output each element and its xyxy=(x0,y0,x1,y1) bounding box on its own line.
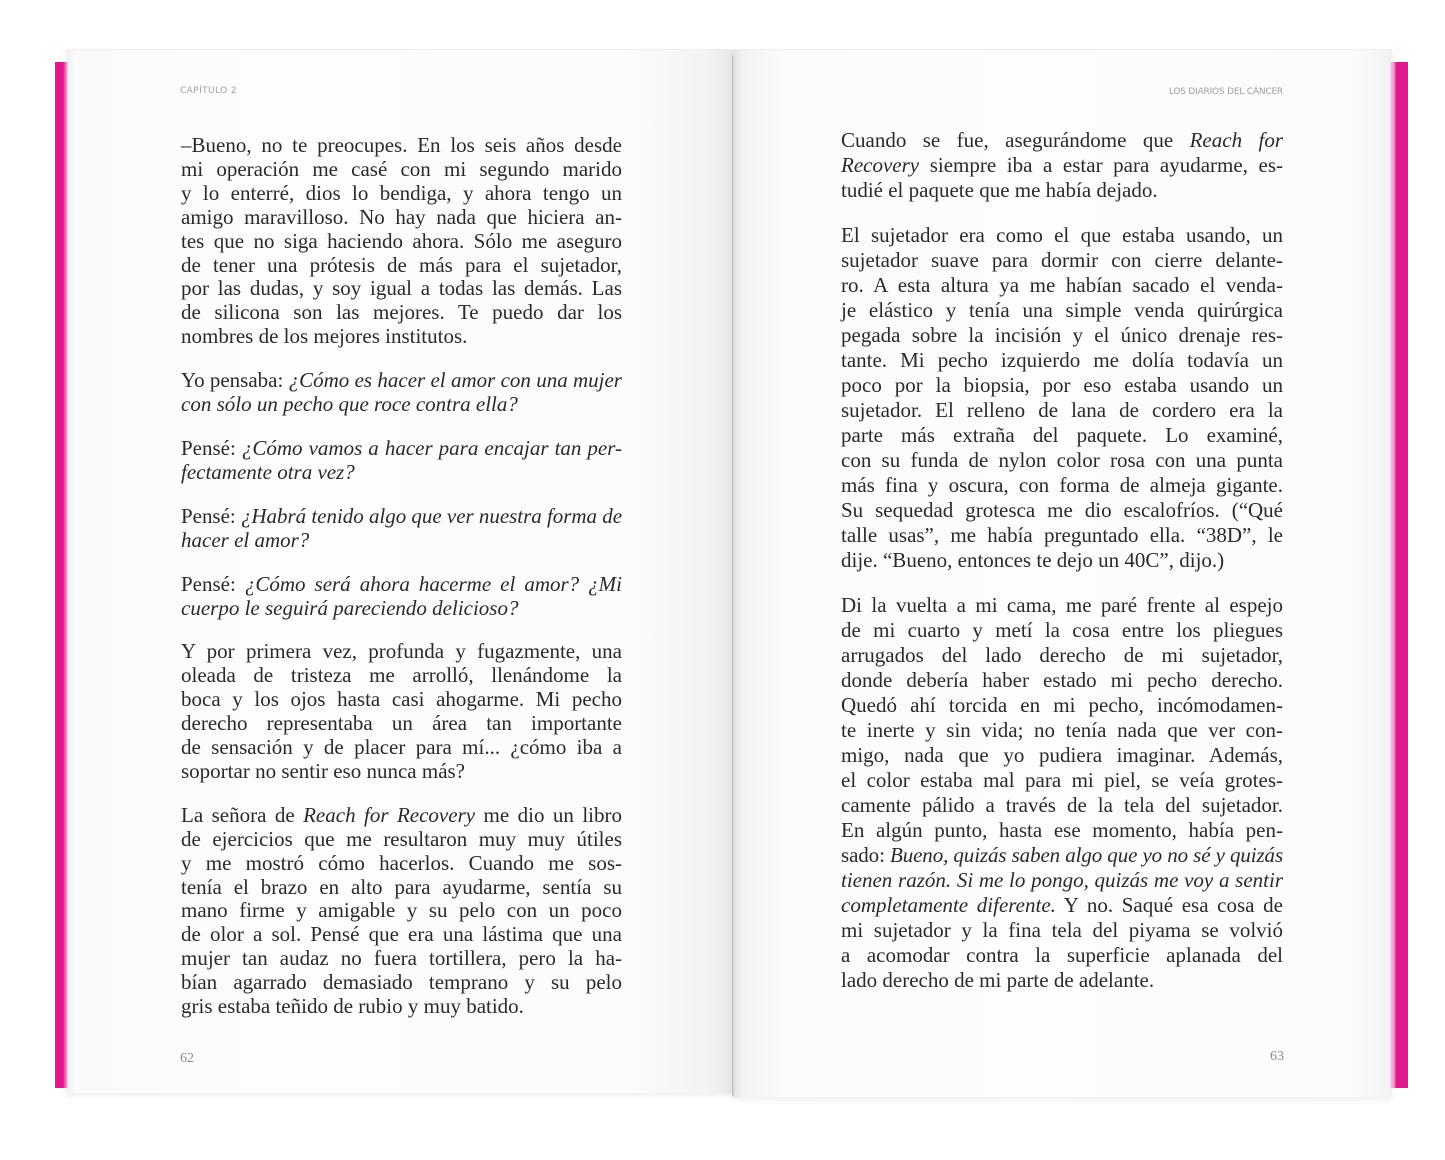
text-line-content xyxy=(841,398,1283,422)
cover-edge-right xyxy=(1390,62,1408,1088)
text-line-content xyxy=(841,668,1283,692)
text-line-content xyxy=(841,323,1283,347)
text-line xyxy=(841,128,1283,153)
text-run: –Bueno, no te preocupes. En los seis años desde xyxy=(181,133,622,157)
text-line-content xyxy=(841,248,1283,272)
text-line-content xyxy=(181,639,622,663)
text-line xyxy=(841,943,1283,968)
text-line xyxy=(181,277,622,301)
paragraph xyxy=(181,804,622,1019)
text-line-content xyxy=(181,827,622,851)
text-line xyxy=(181,736,622,760)
paragraph xyxy=(841,128,1283,203)
text-line xyxy=(841,178,1283,203)
text-line-content xyxy=(181,133,622,157)
book-spine-gutter xyxy=(732,56,734,1096)
text-run: mano firme y amigable y su pelo con un poco xyxy=(181,898,622,923)
text-line-content xyxy=(841,273,1283,297)
text-line xyxy=(181,899,622,923)
text-line xyxy=(841,398,1283,423)
text-line xyxy=(181,182,622,206)
text-run: pegada sobre la incisión y el único drenaje res- xyxy=(841,322,1283,347)
text-run: Cuando se fue, asegurándome que xyxy=(841,127,1190,152)
text-line-content xyxy=(841,548,1224,572)
text-line-content xyxy=(181,205,622,229)
text-line-content xyxy=(181,157,622,181)
text-run: ro. A esta altura ya me habían sacado el venda- xyxy=(841,272,1283,297)
text-line xyxy=(841,498,1283,523)
text-line xyxy=(181,947,622,971)
text-line xyxy=(181,597,622,621)
text-line-content xyxy=(181,324,467,348)
text-line xyxy=(841,718,1283,743)
text-run: dije. “Bueno, entonces te dejo un 40C”, dijo.) xyxy=(841,547,1225,572)
text-run: de mi cuarto y metí la cosa entre los pliegues xyxy=(841,617,1283,642)
text-line xyxy=(841,593,1283,618)
text-run: Yo pensaba: xyxy=(181,368,289,393)
text-line xyxy=(181,325,622,349)
text-line xyxy=(181,804,622,828)
text-line xyxy=(181,573,622,597)
text-line xyxy=(181,393,622,417)
text-run: y me mostró cómo hacerlos. Cuando me sos- xyxy=(181,850,622,875)
text-run: camente pálido a través de la tela del sujetador. xyxy=(841,792,1283,817)
text-run: migo, nada que yo pudiera imaginar. Además, xyxy=(841,742,1283,767)
left-page xyxy=(66,49,733,1093)
text-line xyxy=(841,323,1283,348)
text-line xyxy=(841,893,1283,918)
text-line xyxy=(181,640,622,664)
text-line-content xyxy=(181,504,622,528)
text-line xyxy=(841,473,1283,498)
paragraph xyxy=(841,223,1283,573)
text-run: mi operación me casé con mi segundo marido xyxy=(181,156,622,181)
text-line-content xyxy=(841,523,1283,547)
text-line-content xyxy=(841,128,1283,152)
text-run: de silicona son las mejores. Te puedo dar los xyxy=(181,300,622,325)
text-line xyxy=(841,273,1283,298)
text-line-content xyxy=(841,768,1283,792)
text-line xyxy=(841,448,1283,473)
text-line xyxy=(181,206,622,230)
text-run: lado derecho de mi parte de adelante. xyxy=(841,967,1155,992)
text-run: amigo maravilloso. No hay nada que hiciera an- xyxy=(181,204,622,229)
text-run: je elástico y tenía una simple venda quirúrgica xyxy=(841,297,1283,322)
text-run: y lo enterré, dios lo bendiga, y ahora tengo un xyxy=(181,180,622,205)
paragraph xyxy=(841,593,1283,993)
text-run: tudié el paquete que me había dejado. xyxy=(841,177,1158,202)
text-line-content xyxy=(181,368,622,392)
text-run: más fina y oscura, con forma de almeja gigante. xyxy=(841,472,1283,497)
text-run: me dio un libro xyxy=(475,802,622,827)
text-line xyxy=(181,437,622,461)
text-line-content xyxy=(841,968,1154,992)
page-number-left: 62 xyxy=(180,1051,194,1066)
text-line xyxy=(181,134,622,158)
text-line xyxy=(841,843,1283,868)
text-line xyxy=(841,423,1283,448)
text-line xyxy=(841,793,1283,818)
paragraph xyxy=(181,505,622,553)
text-line xyxy=(841,918,1283,943)
page-number-right: 63 xyxy=(1270,1049,1284,1064)
running-head-chapter: CAPÍTULO 2 xyxy=(180,86,237,96)
text-line xyxy=(841,373,1283,398)
text-run: En algún punto, hasta ese momento, había pen- xyxy=(841,817,1283,842)
text-line xyxy=(841,248,1283,273)
text-line xyxy=(181,923,622,947)
text-line-content xyxy=(181,596,518,620)
text-line-content xyxy=(841,223,1283,247)
italic-text-run: tienen razón. Si me lo pongo, quizás me voy a sentir xyxy=(841,867,1284,892)
text-run: tante. Mi pecho izquierdo me dolía todavía un xyxy=(841,347,1284,372)
italic-text-run: hacer el amor? xyxy=(181,527,310,552)
text-run: El sujetador era como el que estaba usando, un xyxy=(841,222,1283,247)
text-line xyxy=(181,876,622,900)
text-run: el color estaba mal para mi piel, se veía grotes- xyxy=(841,767,1283,792)
text-line xyxy=(181,505,622,529)
text-line xyxy=(181,230,622,254)
text-run: Quedó ahí torcida en mi pecho, incómodamen- xyxy=(841,692,1283,717)
text-line xyxy=(181,995,622,1019)
text-line-content xyxy=(181,528,309,552)
text-run: bían agarrado demasiado temprano y su pelo xyxy=(181,970,622,995)
text-line-content xyxy=(841,373,1283,397)
italic-text-run: con sólo un pecho que roce contra ella? xyxy=(181,392,518,417)
italic-text-run: ¿Cómo es hacer el amor con una mujer xyxy=(288,368,622,393)
text-line-content xyxy=(181,436,622,460)
text-line-content xyxy=(841,423,1283,447)
text-line-content xyxy=(181,803,622,827)
text-run: mi sujetador y la fina tela del piyama se volvió xyxy=(841,917,1283,942)
text-line-content xyxy=(841,498,1283,522)
text-line xyxy=(181,971,622,995)
text-run: de olor a sol. Pensé que era una lástima que una xyxy=(181,922,622,947)
text-line xyxy=(181,461,622,485)
text-line-content xyxy=(181,994,524,1018)
italic-text-run: ¿Cómo será ahora hacerme el amor? ¿Mi xyxy=(244,571,622,596)
paragraph xyxy=(181,134,622,349)
text-run: tenía el brazo en alto para ayudarme, sentía su xyxy=(181,874,622,899)
text-line xyxy=(181,369,622,393)
text-line-content xyxy=(841,818,1283,842)
text-line-content xyxy=(181,687,622,711)
running-head-book-title: LOS DIARIOS DEL CÁNCER xyxy=(1168,87,1283,97)
right-page-text xyxy=(841,128,1283,993)
text-run: Pensé: xyxy=(181,571,245,596)
text-line-content xyxy=(841,593,1283,617)
text-run: de sensación y de placer para mí... ¿cómo iba a xyxy=(181,735,622,760)
text-line-content xyxy=(181,229,622,253)
text-line-content xyxy=(181,181,622,205)
text-run: donde debería haber estado mi pecho derecho. xyxy=(841,667,1283,692)
text-line-content xyxy=(841,448,1283,472)
italic-text-run: Bueno, quizás saben algo que yo no sé y quizás xyxy=(889,842,1284,867)
text-line xyxy=(181,852,622,876)
text-line xyxy=(181,664,622,688)
text-line-content xyxy=(841,618,1283,642)
text-line-content xyxy=(841,348,1283,372)
text-line-content xyxy=(841,643,1283,667)
paragraph xyxy=(181,573,622,621)
text-line-content xyxy=(181,898,622,922)
text-line xyxy=(841,643,1283,668)
text-line-content xyxy=(181,759,465,783)
text-run: Pensé: xyxy=(181,435,242,460)
text-run: sujetador suave para dormir con cierre delante- xyxy=(841,247,1283,272)
right-page xyxy=(733,49,1392,1097)
text-run: poco por la biopsia, por eso estaba usando un xyxy=(841,372,1283,397)
text-run: Y por primera vez, profunda y fugazmente, una xyxy=(181,639,622,664)
text-run: sado: xyxy=(841,842,890,867)
text-run: de ejercicios que me resultaron muy muy útiles xyxy=(181,826,622,851)
text-line xyxy=(841,668,1283,693)
text-run: tes que no siga haciendo ahora. Sólo me aseguro xyxy=(181,228,622,253)
text-line-content xyxy=(841,843,1283,867)
text-line-content xyxy=(841,743,1283,767)
italic-text-run: cuerpo le seguirá pareciendo delicioso? xyxy=(181,595,519,620)
text-run: Pensé: xyxy=(181,503,241,528)
text-line-content xyxy=(841,178,1158,202)
italic-text-run: completamente diferente. xyxy=(841,892,1056,917)
text-line xyxy=(181,828,622,852)
text-run: te inerte y sin vida; no tenía nada que ver con- xyxy=(841,717,1283,742)
text-run: boca y los ojos hasta casi ahogarme. Mi pecho xyxy=(181,687,622,712)
text-line xyxy=(841,223,1283,248)
left-page-text xyxy=(181,134,622,1019)
paragraph xyxy=(181,437,622,485)
text-line xyxy=(181,254,622,278)
paragraph xyxy=(181,640,622,783)
text-run: con su funda de nylon color rosa con una punta xyxy=(841,447,1283,472)
text-run: por las dudas, y soy igual a todas las demás. Las xyxy=(181,276,623,301)
text-run: mujer tan audaz no fuera tortillera, pero la ha- xyxy=(181,946,623,971)
text-line-content xyxy=(181,460,355,484)
text-line xyxy=(841,548,1283,573)
text-line-content xyxy=(181,663,622,687)
text-line xyxy=(181,301,622,325)
text-line-content xyxy=(181,276,622,300)
text-line-content xyxy=(181,946,622,970)
text-line xyxy=(841,818,1283,843)
text-line xyxy=(841,693,1283,718)
text-line xyxy=(841,618,1283,643)
text-line-content xyxy=(841,918,1283,942)
text-line xyxy=(181,712,622,736)
text-line-content xyxy=(841,868,1283,892)
italic-text-run: Reach for xyxy=(1189,127,1283,152)
text-line xyxy=(841,298,1283,323)
text-run: de tener una prótesis de más para el sujetador, xyxy=(181,252,622,277)
text-line-content xyxy=(841,693,1283,717)
text-run: derecho representaba un área tan importante xyxy=(181,711,622,736)
text-line-content xyxy=(841,473,1283,497)
text-line-content xyxy=(181,392,518,416)
text-run: soportar no sentir eso nunca más? xyxy=(181,758,466,783)
text-line-content xyxy=(181,711,622,735)
text-run: arrugados del lado derecho de mi sujetador, xyxy=(841,642,1283,667)
text-run: sujetador. El relleno de lana de cordero era la xyxy=(841,397,1283,422)
text-run: parte más extraña del paquete. Lo examiné, xyxy=(841,422,1283,447)
text-line-content xyxy=(181,875,622,899)
text-line-content xyxy=(841,893,1283,917)
italic-text-run: ¿Habrá tenido algo que ver nuestra forma de xyxy=(240,503,623,528)
text-line xyxy=(841,743,1283,768)
italic-text-run: Reach for Recovery xyxy=(303,802,476,827)
text-line xyxy=(841,768,1283,793)
text-line-content xyxy=(181,735,622,759)
text-line-content xyxy=(181,300,622,324)
text-line-content xyxy=(181,922,622,946)
text-run: gris estaba teñido de rubio y muy batido. xyxy=(181,994,524,1019)
text-line-content xyxy=(181,970,622,994)
text-run: Di la vuelta a mi cama, me paré frente al espejo xyxy=(841,592,1283,617)
text-line xyxy=(841,968,1283,993)
text-line xyxy=(181,529,622,553)
paragraph xyxy=(181,369,622,417)
text-line xyxy=(181,158,622,182)
text-line xyxy=(181,688,622,712)
cover-edge-left xyxy=(55,62,68,1088)
text-line xyxy=(181,760,622,784)
text-run: a acomodar contra la superficie aplanada del xyxy=(841,942,1283,967)
italic-text-run: Recovery xyxy=(841,152,920,177)
text-run: La señora de xyxy=(181,802,304,827)
text-line-content xyxy=(181,851,622,875)
text-line-content xyxy=(181,572,622,596)
text-run: Su sequedad grotesca me dio escalofríos. (“Qué xyxy=(841,497,1283,522)
italic-text-run: fectamente otra vez? xyxy=(181,459,355,484)
text-run: talle usas”, me había preguntado ella. “38D”, le xyxy=(841,522,1283,547)
text-line xyxy=(841,868,1283,893)
text-line-content xyxy=(181,253,622,277)
text-line xyxy=(841,153,1283,178)
text-line xyxy=(841,348,1283,373)
text-line-content xyxy=(841,298,1283,322)
text-run: oleada de tristeza me arrolló, llenándome la xyxy=(181,663,622,688)
text-line-content xyxy=(841,943,1283,967)
text-line-content xyxy=(841,153,1283,177)
text-line xyxy=(841,523,1283,548)
text-run: siempre iba a estar para ayudarme, es- xyxy=(919,152,1283,177)
text-line-content xyxy=(841,718,1283,742)
text-run: Y no. Saqué esa cosa de xyxy=(1055,892,1283,917)
text-run: nombres de los mejores institutos. xyxy=(181,324,468,349)
text-line-content xyxy=(841,793,1283,817)
italic-text-run: ¿Cómo vamos a hacer para encajar tan per- xyxy=(241,435,623,460)
